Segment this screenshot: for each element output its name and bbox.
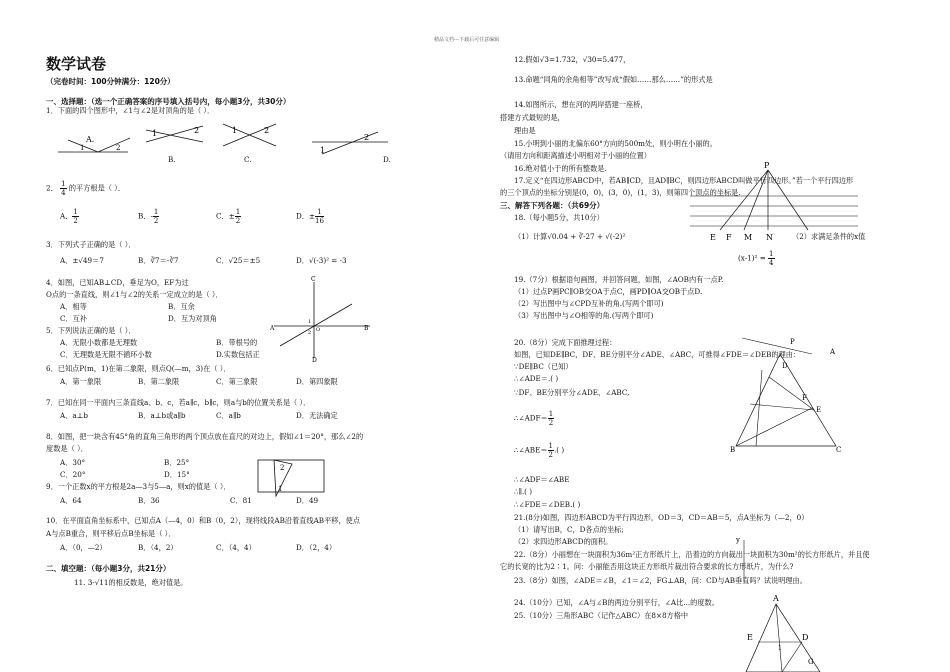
q3-option-b: B．∛7＝-∛7: [138, 256, 179, 265]
question-8-line-1: 8．如图，把一块含有45°角的直角三角形的两个顶点放在直尺的对边上，假如∠1＝20°，那么∠2的: [46, 432, 364, 441]
question-19-line-3: （2）写出图中与∠CPD互补的角.(写两个即可): [514, 299, 664, 308]
svg-text:B: B: [364, 325, 369, 332]
question-18-2: （2）求满足条件的x值: [792, 232, 866, 241]
q23-triangle-figure: [742, 592, 826, 672]
q9-option-a: A．64: [60, 496, 82, 505]
q1-figure-c: [223, 124, 276, 146]
svg-text:2: 2: [364, 133, 370, 142]
question-20-line-1: 20.（8分）完成下面推理过程：: [514, 338, 617, 347]
svg-text:2: 2: [264, 126, 270, 135]
question-21-line-3: （2）求四边形ABCD的面积。: [514, 537, 613, 546]
svg-text:P: P: [790, 338, 795, 346]
q10-option-d: D．（2，4）: [296, 543, 337, 552]
svg-text:E: E: [710, 233, 716, 242]
question-3: 3．下列式子正确的是（ ）．: [46, 240, 136, 249]
svg-text:C: C: [311, 276, 316, 283]
question-17-line-1: 17.定义“在四边形ABCD中，若AB∥CD，且AD∥BC，则四边形ABCD叫做平行四边形。”若一个平行四边形: [514, 176, 854, 185]
question-10-line-1: 10．在平面直角坐标系中，已知点A（—4，0）和B（0，2），现将线段AB沿着直线AB平移，使点: [46, 516, 361, 525]
q6-option-b: B．第二象限: [138, 377, 180, 386]
question-15-line-2: （请用方向和距离描述小明相对于小丽的位置）: [500, 151, 651, 160]
svg-text:B: B: [730, 446, 736, 454]
svg-text:M: M: [744, 233, 753, 242]
question-14-line-2: 搭建方式最短的是，: [500, 113, 565, 122]
q7-option-d: D．无法确定: [296, 411, 338, 420]
question-23: 23.（8分）如图，∠ADE＝∠B，∠1＝∠2，FG⊥AB，问：CD与AB垂直吗？试说明理由。: [514, 576, 807, 585]
q4-option-d: D．互为对顶角: [168, 314, 217, 323]
svg-text:2: 2: [194, 126, 200, 135]
question-21-line-2: （1）请写出B，C，D各点的坐标;: [514, 525, 624, 534]
q10-option-a: A．（0，—2）: [60, 543, 107, 552]
q7-option-b: B．a⊥b或a∥b: [138, 411, 186, 420]
question-13: 13.命题“同角的余角相等”改写成“假如……那么……”的形式是: [514, 75, 713, 84]
q1-figures: [58, 120, 408, 165]
question-2: [46, 180, 125, 197]
svg-text:2: 2: [116, 144, 121, 152]
q2-option-c: C．± $\frac{1}{2}$: [216, 208, 241, 225]
q14-river-figure: [690, 158, 860, 242]
q4-option-c: C．互补: [60, 314, 88, 323]
question-18: 18.（每小题5分，共10分）: [514, 213, 604, 222]
svg-text:E: E: [747, 633, 753, 642]
svg-text:1: 1: [232, 126, 238, 135]
question-10-line-2: A与点B重合，则平移后点B坐标是（ ）．: [46, 529, 176, 538]
q8-figure: [248, 456, 328, 498]
svg-text:A: A: [773, 594, 779, 603]
q5-option-c: C．无理数是无限不循环小数: [60, 350, 152, 359]
question-8-line-2: 度数是（ ）．: [46, 444, 88, 453]
q3-option-c: C．√25＝±5: [216, 256, 261, 265]
q2-number: 2．: [46, 183, 58, 193]
svg-text:y: y: [736, 536, 740, 544]
q4-option-b: B．互余: [168, 302, 195, 311]
svg-text:F: F: [802, 394, 807, 402]
svg-text:2: 2: [280, 464, 285, 472]
q6-option-a: A．第一象限: [60, 377, 102, 386]
q10-option-b: B．（4，2）: [138, 543, 178, 552]
q2-fraction: $\frac{1}{4}$: [61, 180, 66, 197]
question-19-line-4: （3）写出图中与∠O相等的角.(写两个即可): [514, 311, 654, 320]
q4-figure: [266, 274, 378, 362]
q2-option-a: A． $\frac{1}{2}$: [60, 208, 78, 225]
svg-text:C: C: [836, 446, 842, 454]
question-16: 16.绝对值小于的所有整数是.: [514, 164, 607, 173]
q8-option-b: B．25°: [164, 458, 190, 467]
question-1: 1．下面的四个图形中，∠1与∠2是对顶角的是（ ）．: [46, 106, 215, 115]
q1-option-b: B.: [168, 155, 176, 164]
question-14-line-3: 理由是: [514, 126, 536, 135]
q1-figure-b: [146, 126, 203, 142]
question-4-line-1: 4．如图，已知AB⊥CD，垂足为O，EF为过: [46, 278, 189, 287]
question-20-line-8: ∴∠ADF＝∠ABE: [514, 475, 570, 484]
svg-text:1: 1: [308, 319, 312, 325]
question-14-line-1: 14.如图所示，想在河的两岸搭建一座桥，: [514, 100, 648, 109]
q18-2-equation: (x-1)² = $\frac{1}{4}$: [738, 250, 774, 267]
question-20-line-9: ∴∥.( ): [514, 487, 533, 496]
svg-text:D: D: [802, 633, 809, 642]
q9-option-b: B．36: [138, 496, 160, 505]
svg-text:D: D: [782, 362, 788, 370]
q9-option-c: C．81: [230, 496, 252, 505]
svg-text:1: 1: [80, 144, 85, 152]
q6-option-c: C．第三象限: [216, 377, 258, 386]
question-20-line-3: ∵DE∥BC（已知）: [514, 362, 573, 371]
q1-option-c: C.: [244, 155, 252, 164]
question-21-line-1: 21.(8分)如图，四边形ABCD为平行四边形，OD＝3，CD＝AB＝5，点A坐标为（—2，0）: [514, 513, 809, 522]
question-20-line-2: 如图，已知DE∥BC，DF、BE分别平分∠ADE、∠ABC，可推得∠FDE＝∠DEB的理由：: [514, 350, 801, 359]
question-20-line-10: ∴∠FDE＝∠DEB.( ): [514, 500, 581, 509]
question-19-line-1: 19.（7分）根据语句画图，并回答问题，如图，∠AOB内有一点P.: [514, 275, 724, 284]
svg-text:1: 1: [278, 485, 283, 493]
q10-option-c: C．（4，4）: [216, 543, 256, 552]
question-12: 12.假如√3=1.732，√30=5.477，: [514, 55, 631, 64]
question-19-line-2: （1）过点P画PC∥OB交OA于点C，画PD∥OA交OB于点D.: [514, 287, 703, 296]
q5-option-d: D.实数包括正: [216, 350, 260, 359]
q2-option-b: B．- $\frac{1}{2}$: [138, 208, 159, 225]
svg-text:F: F: [726, 233, 732, 242]
q3-option-d: D．√(-3)² = -3: [296, 256, 347, 265]
q5-option-a: A．无限小数都是无理数: [60, 338, 138, 347]
question-22-line-2: 它的长宽的比为2∶1。问：小丽能否用这块正方形纸片裁出符合要求的长方形纸片，为什么?: [500, 562, 794, 571]
q5-option-b: B．带根号的: [216, 338, 258, 347]
q2-option-d: D．± $\frac{1}{16}$: [296, 208, 324, 225]
q1-figure-d: [312, 132, 388, 155]
question-20-line-5: ∵DF、BE分别平分∠ADE、∠ABC,: [514, 388, 630, 397]
section-3-heading: 三、解答下列各题：（共69分）: [500, 201, 605, 210]
q7-option-c: C．a∥b: [216, 411, 241, 420]
question-5: 5．下列说法正确的是（ ）．: [46, 326, 136, 335]
svg-text:1: 1: [152, 129, 158, 138]
question-22-line-1: 22.（8分）小丽想在一块面积为36m²正方形纸片上，沿着边的方向裁出一块面积为30m²的长方形纸片，并且使: [514, 550, 870, 559]
page-header-note: 精品文档---下载后可任意编辑: [434, 37, 500, 43]
question-15-line-1: 15.小明到小丽的北偏东60°方向的500m处，则小明在小丽的。: [514, 139, 717, 148]
question-6: 6．已知点P(m，1)在第二象限，则点Q(—m，3)在（ ）．: [46, 364, 231, 373]
question-24: 24.（10分）已知，∠A与∠B的两边分别平行，∠A比...的度数。: [514, 598, 719, 607]
q1-option-d: D.: [383, 155, 391, 164]
svg-text:D: D: [312, 357, 317, 362]
svg-text:A: A: [830, 348, 836, 356]
q1-figure-a: [58, 135, 130, 152]
question-18-1: （1）计算√0.04 + ∛-27 + √(-2)²: [514, 232, 626, 241]
q9-option-d: D．49: [296, 496, 319, 505]
svg-text:N: N: [766, 233, 773, 242]
svg-text:O: O: [316, 327, 321, 333]
q18-1-expression: √0.04 + ∛-27 + √(-2)²: [547, 232, 626, 241]
q4-option-a: A．相等: [60, 302, 87, 311]
q8-option-a: A．30°: [60, 458, 86, 467]
question-4-line-2: O点的一条直线，则∠1与∠2的关系一定成立的是（ ）．: [46, 290, 223, 299]
exam-subtitle: （完卷时间：100分钟满分：120分）: [46, 77, 175, 86]
q11-expression: 3-√11: [87, 578, 109, 587]
svg-text:1: 1: [320, 146, 326, 155]
svg-text:A: A: [270, 325, 275, 332]
svg-text:E: E: [816, 406, 822, 414]
section-1-heading: 一、选择题：（选一个正确答案的序号填入括号内，每小题3分，共30分）: [46, 97, 291, 106]
question-9: 9．一个正数x的平方根是2a—3与5—a，则x的值是（ ）．: [46, 482, 231, 491]
question-20-line-6: ∴∠ADF＝ $\frac{1}{2}$: [514, 410, 554, 427]
q20-triangle-figure: [726, 334, 850, 456]
q8-option-c: C．20°: [60, 470, 86, 479]
question-20-line-4: ∴∠ADE＝.( ): [514, 374, 559, 383]
svg-text:G: G: [808, 658, 814, 666]
q6-option-d: D．第四象限: [296, 377, 338, 386]
question-20-line-7: ∴∠ABE＝ $\frac{1}{2}$ .( ): [514, 442, 565, 459]
section-2-heading: 二、填空题：（每小题3分，共21分）: [46, 564, 171, 573]
svg-text:P: P: [764, 161, 770, 170]
svg-text:A.: A.: [86, 135, 95, 144]
q7-option-a: A．a⊥b: [60, 411, 89, 420]
q3-option-a: A．±√49＝7: [60, 256, 104, 265]
question-7: 7．已知在同一平面内三条直线a、b、c，若a∥c，b∥c，则a与b的位置关系是（ ）．: [46, 398, 311, 407]
question-17-line-2: 的三个顶点的坐标分别是(0，0)，(3，0)，(1，3)，则第四个顶点的坐标是.: [500, 188, 741, 197]
svg-text:2: 2: [308, 330, 312, 336]
question-25: 25.（10分）三角形ABC（记作△ABC）在8×8方格中: [514, 611, 689, 620]
q8-option-d: D．15°: [164, 470, 190, 479]
question-11: 11. 3-√11的相反数是，绝对值是。: [74, 578, 188, 587]
exam-title: 数学试卷: [46, 55, 107, 73]
q2-text: 的平方根是（ ）．: [68, 183, 126, 193]
svg-text:1: 1: [778, 645, 782, 652]
